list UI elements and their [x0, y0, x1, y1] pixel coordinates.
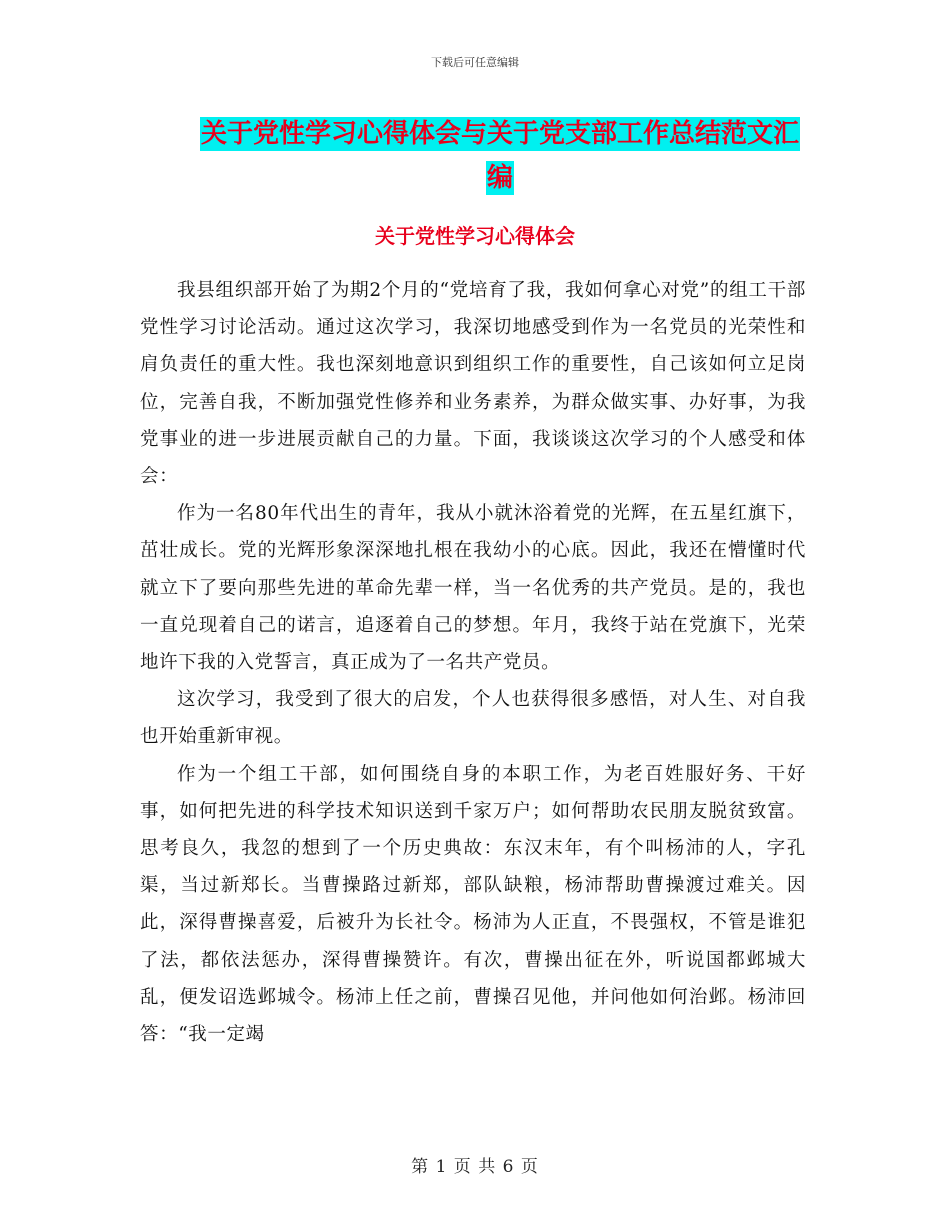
header-note: 下载后可任意编辑 — [431, 56, 519, 69]
page-footer: 第 1 页 共 6 页 — [411, 1157, 539, 1177]
document-title — [150, 112, 850, 200]
document-title-line1: 关于党性学习心得体会与关于党支部工作总结范文汇 — [200, 119, 799, 149]
paragraph: 我县组织部开始了为期2个月的“党培育了我，我如何拿心对党”的组工干部党性学习讨论活动。通过这次学习，我深切地感受到作为一名党员的光荣性和肩负责任的重大性。我也深刻地意识到组织工作的重要性，自己该如何立足岗位，完善自我，不断加强党性修养和业务素养，为群众做实事、办好事，为我党事业的进一步进展贡献自己的力量。下面，我谈谈这次学习的个人感受和体会： — [140, 280, 806, 488]
document-title-line2: 编 — [486, 163, 513, 193]
paragraph: 这次学习，我受到了很大的启发，个人也获得很多感悟，对人生、对自我也开始重新审视。 — [140, 689, 806, 748]
section-title: 关于党性学习心得体会 — [375, 224, 575, 248]
paragraph: 作为一个组工干部，如何围绕自身的本职工作，为老百姓服好务、干好事，如何把先进的科学技术知识送到千家万户；如何帮助农民朋友脱贫致富。思考良久，我忽的想到了一个历史典故：东汉末年，有个叫杨沛的人，字孔渠，当过新郑长。当曹操路过新郑，部队缺粮，杨沛帮助曹操渡过难关。因此，深得曹操喜爱，后被升为长社令。杨沛为人正直，不畏强权，不管是谁犯了法，都依法惩办，深得曹操赞许。有次，曹操出征在外，听说国都邺城大乱，便发诏选邺城令。杨沛上任之前，曹操召见他，并问他如何治邺。杨沛回答：“我一定竭 — [140, 763, 806, 1046]
body-text — [140, 272, 806, 1053]
paragraph: 作为一名80年代出生的青年，我从小就沐浴着党的光辉，在五星红旗下，茁壮成长。党的光辉形象深深地扎根在我幼小的心底。因此，我还在懵懂时代就立下了要向那些先进的革命先辈一样，当一名优秀的共产党员。是的，我也一直兑现着自己的诺言，追逐着自己的梦想。年月，我终于站在党旗下，光荣地许下我的入党誓言，真正成为了一名共产党员。 — [140, 503, 806, 674]
